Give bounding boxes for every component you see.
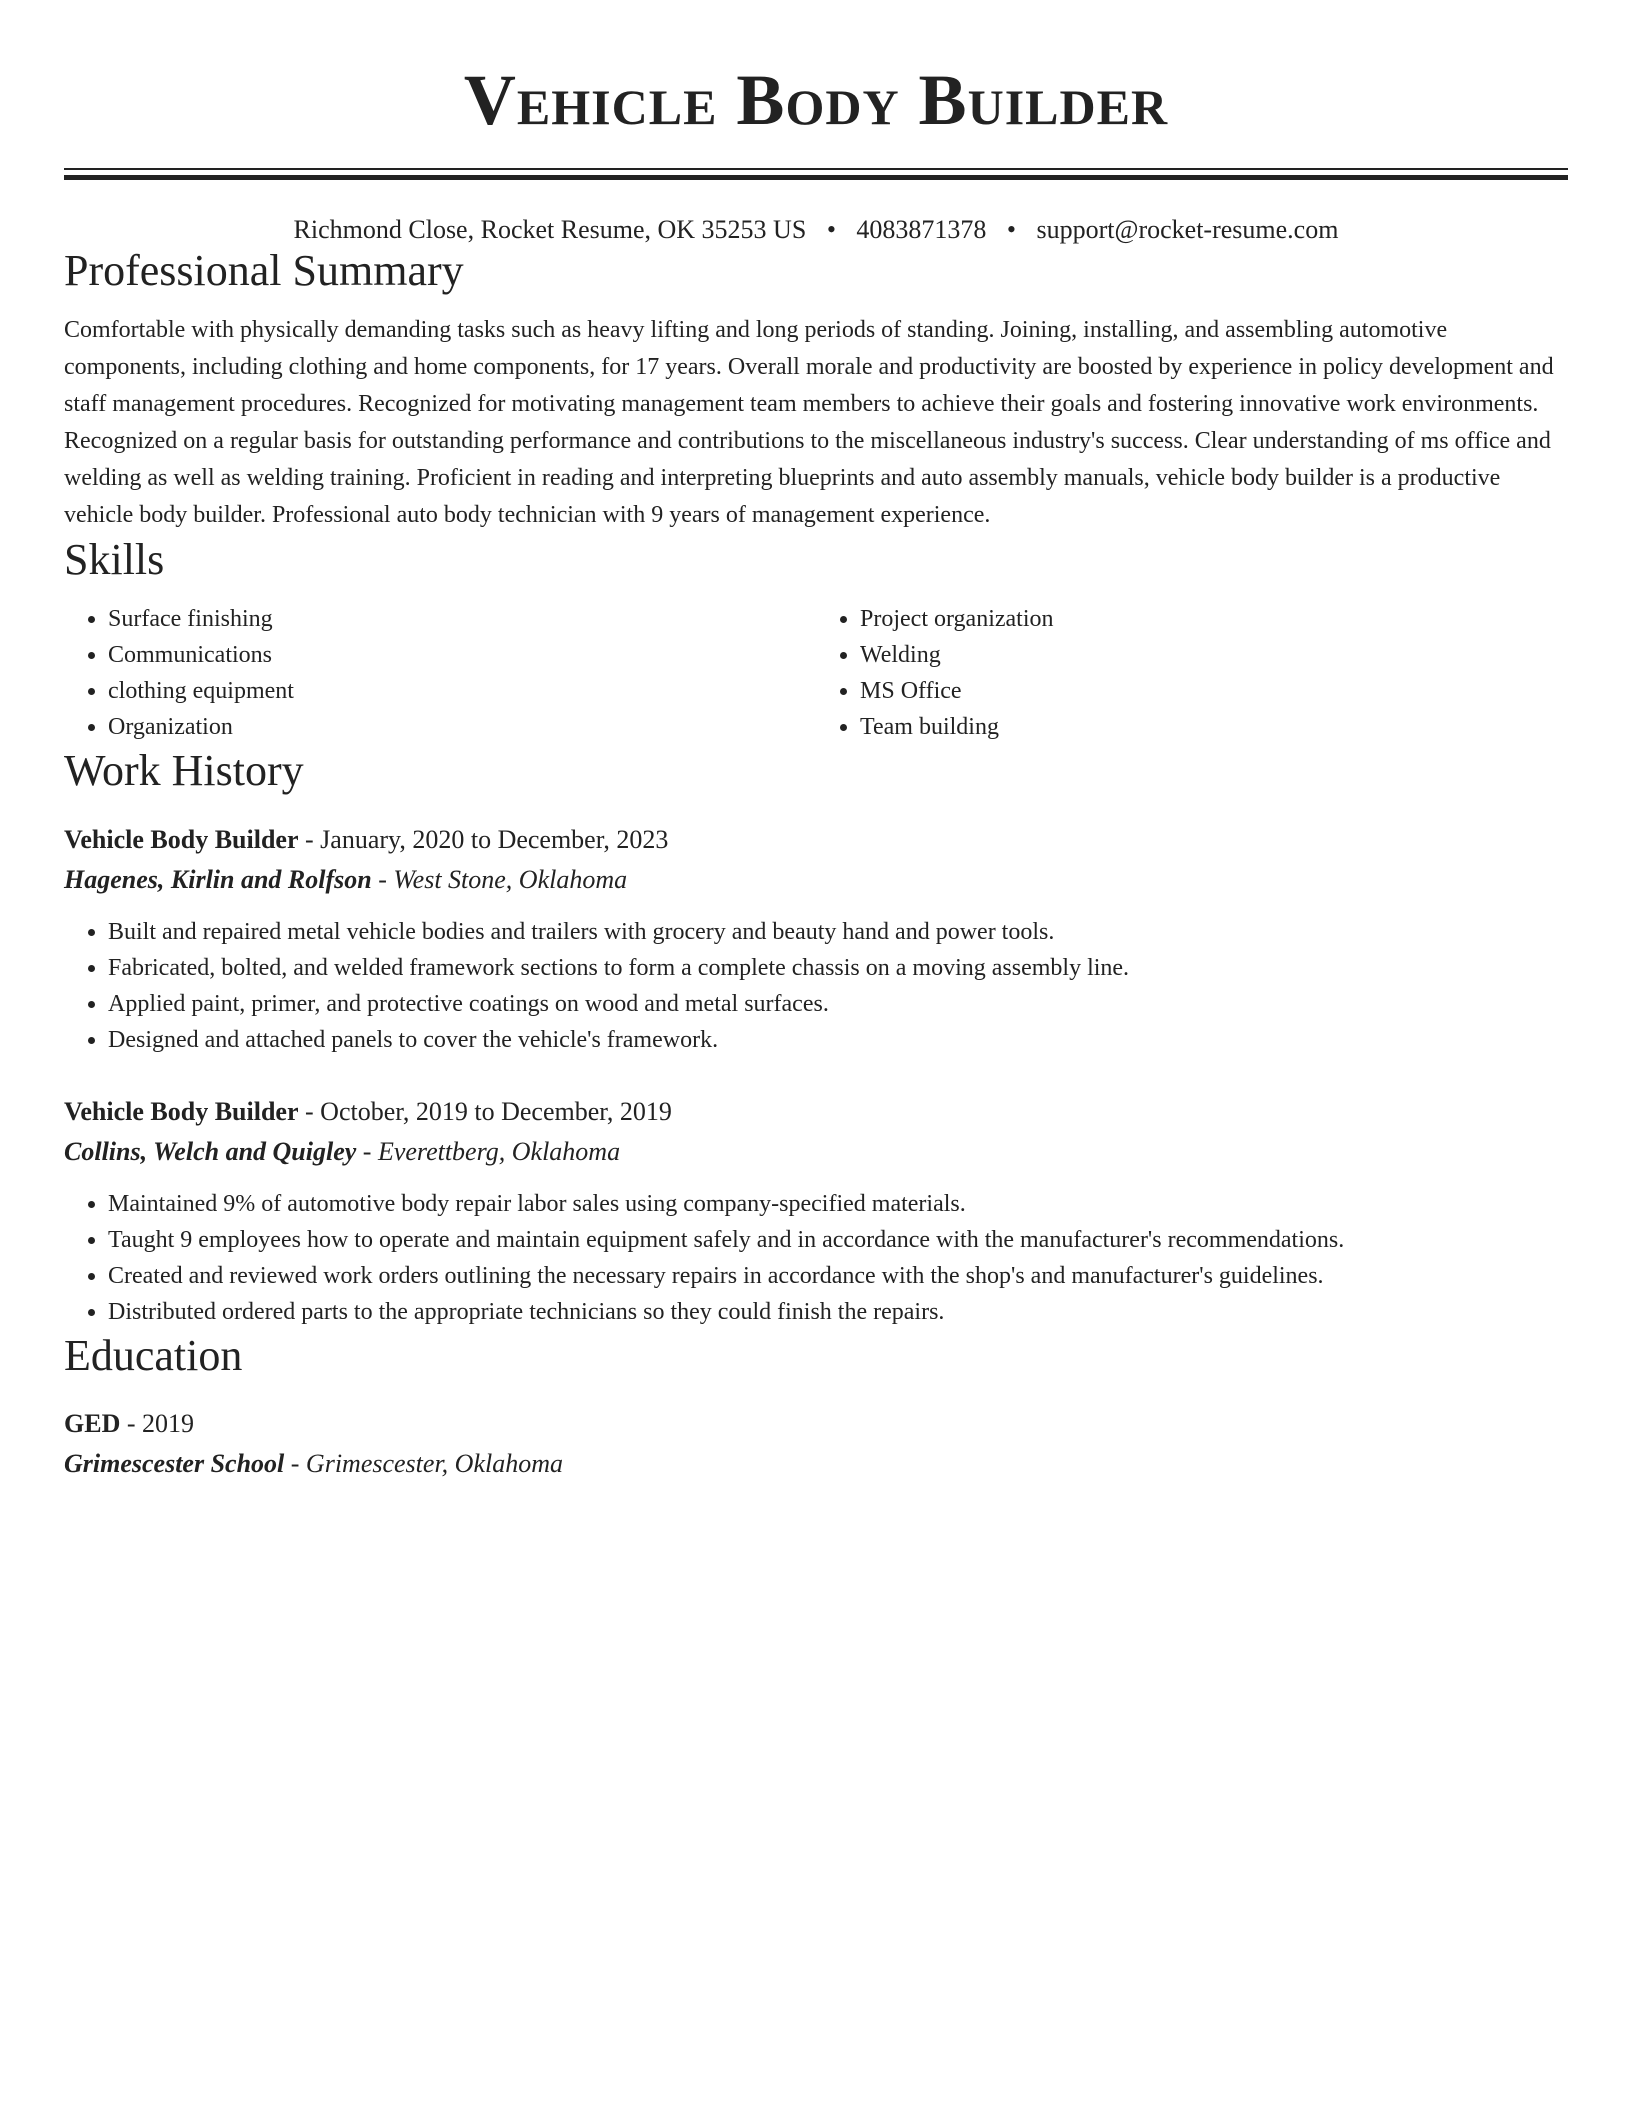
contact-line — [64, 214, 1568, 245]
education-institution — [64, 1444, 1568, 1484]
job-company: Hagenes, Kirlin and Rolfson — [64, 864, 372, 894]
skill-item: • clothing equipment — [108, 673, 816, 709]
job-role: Vehicle Body Builder — [64, 824, 299, 854]
skill-item: • Welding — [860, 637, 1568, 673]
job-duties — [64, 1186, 1568, 1330]
education-location: - Grimescester, Oklahoma — [284, 1449, 563, 1479]
education-header — [64, 1404, 1568, 1444]
job-duty: • Maintained 9% of automotive body repair labor sales using company-specified materials. — [108, 1186, 1568, 1222]
skills-list — [64, 601, 1568, 745]
job-location: - Everettberg, Oklahoma — [356, 1136, 621, 1166]
job-duty: • Designed and attached panels to cover the vehicle's framework. — [108, 1022, 1568, 1058]
skill-item: • MS Office — [860, 673, 1568, 709]
education-degree: GED — [64, 1409, 121, 1439]
header-rule-thick — [64, 175, 1568, 180]
job-entry — [64, 1092, 1568, 1330]
job-employer — [64, 860, 1568, 900]
skills-heading: Skills — [64, 534, 165, 584]
job-employer — [64, 1132, 1568, 1172]
resume-name: Vehicle Body Builder — [463, 60, 1169, 140]
job-duty: • Built and repaired metal vehicle bodies and trailers with grocery and beauty hand and power tools. — [108, 914, 1568, 950]
summary-heading: Professional Summary — [64, 246, 464, 296]
education-school: Grimescester School — [64, 1449, 285, 1479]
education-year: - 2019 — [120, 1409, 195, 1439]
skill-item: • Team building — [860, 709, 1568, 745]
job-role: Vehicle Body Builder — [64, 1096, 299, 1126]
job-duty: • Created and reviewed work orders outlining the necessary repairs in accordance with the shop's and manufacturer's guidelines. — [108, 1258, 1568, 1294]
skill-item: • Project organization — [860, 601, 1568, 637]
work-history-heading: Work History — [64, 745, 304, 795]
header-rule-thin — [64, 168, 1568, 170]
contact-email: support@rocket-resume.com — [1036, 215, 1339, 244]
contact-separator: • — [1006, 215, 1017, 244]
job-company: Collins, Welch and Quigley — [64, 1136, 357, 1166]
job-dates: - October, 2019 to December, 2019 — [298, 1096, 672, 1126]
skill-item: • Surface finishing — [108, 601, 816, 637]
contact-address: Richmond Close, Rocket Resume, OK 35253 US — [293, 215, 807, 244]
education-heading: Education — [64, 1330, 243, 1380]
summary-text: Comfortable with physically demanding tasks such as heavy lifting and long periods of standing. Joining, installing, and assembling automotive components, including clothing and home components, for 17 years. Overall morale and productivity are boosted by experience in policy development and staff management procedures. Recognized for motivating management team members to achieve their goals and fostering innovative work environments. Recognized on a regular basis for outstanding performance and contributions to the miscellaneous industry's success. Clear understanding of ms office and welding as well as welding training. Proficient in reading and interpreting blueprints and auto assembly manuals, vehicle body builder is a productive vehicle body builder. Professional auto body technician with 9 years of management experience. — [64, 316, 1554, 528]
job-dates: - January, 2020 to December, 2023 — [298, 824, 669, 854]
contact-separator: • — [826, 215, 836, 244]
job-duty: • Taught 9 employees how to operate and maintain equipment safely and in accordance with the manufacturer's recommendations. — [108, 1222, 1568, 1258]
skill-item: • Organization — [108, 709, 816, 745]
skills-column-left — [64, 601, 816, 745]
job-entry — [64, 820, 1568, 1058]
contact-phone: 4083871378 — [856, 215, 987, 244]
job-duty: • Distributed ordered parts to the appropriate technicians so they could finish the repairs. — [108, 1294, 1568, 1330]
job-location: - West Stone, Oklahoma — [371, 864, 628, 894]
job-header — [64, 1092, 1568, 1132]
skills-column-right — [816, 601, 1568, 745]
skill-item: • Communications — [108, 637, 816, 673]
job-duty: • Fabricated, bolted, and welded framework sections to form a complete chassis on a moving assembly line. — [108, 950, 1568, 986]
job-duty: • Applied paint, primer, and protective coatings on wood and metal surfaces. — [108, 986, 1568, 1022]
job-duties — [64, 914, 1568, 1058]
job-header — [64, 820, 1568, 860]
